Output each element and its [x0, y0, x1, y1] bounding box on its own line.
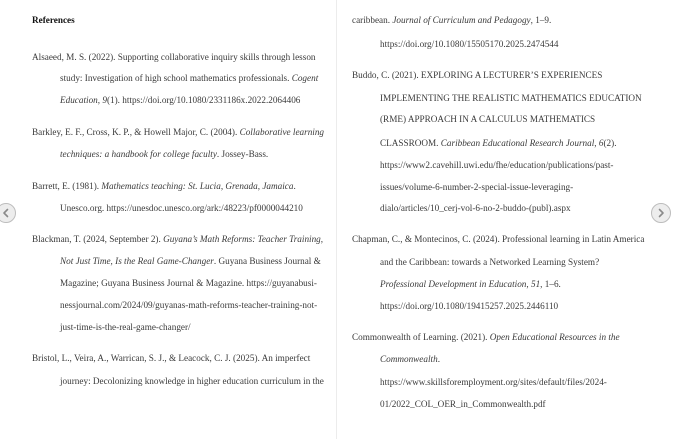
chevron-right-icon: [656, 208, 666, 218]
reference-continuation-line: Not Just Time, Is the Real Game-Changer. Guyana Business Journal &: [60, 256, 321, 266]
reference-continuation-line: Magazine; Guyana Business Journal & Magazine. https://guyanabusi-: [60, 278, 317, 288]
references-heading: References: [32, 15, 75, 25]
reference-continuation-line: Commonwealth.: [380, 354, 440, 364]
reference-continuation-line: just-time-is-the-real-game-changer/: [60, 322, 191, 332]
italic-text: Education, 9: [60, 95, 107, 105]
reference-continuation-line: https://doi.org/10.1080/15505170.2025.2474544: [380, 39, 559, 49]
column-divider: [336, 0, 337, 439]
italic-text: Journal of Curriculum and Pedagogy: [392, 15, 531, 25]
reference-continuation-line: IMPLEMENTING THE REALISTIC MATHEMATICS EDUCATION: [380, 93, 642, 103]
italic-text: Commonwealth: [380, 354, 438, 364]
italic-text: Guyana’s Math Reforms: Teacher Training,: [163, 234, 324, 244]
reference-continuation-line: (RME) APPROACH IN A CALCULUS MATHEMATICS: [380, 114, 596, 124]
reference-first-line: Bristol, L., Veira, A., Warrican, S. J., & Leacock, C. J. (2025). An imperfect: [32, 353, 311, 363]
reference-continuation-line: and the Caribbean: towards a Networked Learning System?: [380, 257, 600, 267]
chevron-left-icon: [1, 208, 11, 218]
reference-continuation-line: techniques: a handbook for college faculty. Jossey-Bass.: [60, 149, 269, 159]
reference-first-line: Chapman, C., & Montecinos, C. (2024). Professional learning in Latin America: [352, 234, 645, 244]
reference-continuation-line: Professional Development in Education, 51, 1–6.: [380, 279, 561, 289]
italic-text: Open Educational Resources in the: [489, 332, 620, 342]
reference-continuation-line: dialo/articles/10_cerj-vol-6-no-2-buddo-(publ).aspx: [380, 203, 571, 213]
reference-continuation-line: https://www.skillsforemployment.org/sites/default/files/2024-: [380, 377, 607, 387]
reference-first-line: Alsaeed, M. S. (2022). Supporting collaborative inquiry skills through lesson: [32, 52, 316, 62]
reference-continuation-line: 01/2022_COL_OER_in_Commonwealth.pdf: [380, 399, 546, 409]
reference-continuation-line: Unesco.org. https://unesdoc.unesco.org/ark:/48223/pf0000044210: [60, 203, 303, 213]
reference-continuation-line: https://doi.org/10.1080/19415257.2025.2446110: [380, 301, 559, 311]
reference-continuation-line: nessjournal.com/2024/09/guyanas-math-reforms-teacher-training-not-: [60, 300, 318, 310]
reference-continuation-line: study: Investigation of high school mathematics professionals. Cogent: [60, 73, 319, 83]
italic-text: Mathematics teaching: St. Lucia, Grenada, Jamaica: [101, 181, 294, 191]
italic-text: Professional Development in Education: [380, 279, 527, 289]
italic-text: Collaborative learning: [239, 127, 325, 137]
italic-text: Not Just Time, Is the Real Game-Changer: [60, 256, 214, 266]
reference-continuation-line: CLASSROOM. Caribbean Educational Research Journal, 6(2).: [380, 138, 617, 148]
reference-first-line: Commonwealth of Learning. (2021). Open Educational Resources in the: [352, 332, 620, 342]
reference-continuation-line: https://www2.cavehill.uwi.edu/fhe/education/publications/past-: [380, 160, 614, 170]
italic-text: techniques: a handbook for college faculty: [60, 149, 217, 159]
italic-text: Cogent: [291, 73, 319, 83]
reference-first-line: Barrett, E. (1981). Mathematics teaching: St. Lucia, Grenada, Jamaica.: [32, 181, 296, 191]
italic-text: Caribbean Educational Research Journal: [440, 138, 595, 148]
reference-continuation-line: Education, 9(1). https://doi.org/10.1080/2331186x.2022.2064406: [60, 95, 301, 105]
reference-continuation-line: journey: Decolonizing knowledge in higher education curriculum in the: [60, 376, 324, 386]
italic-text: 51: [530, 279, 541, 289]
reference-continuation-line: issues/volume-6-number-2-special-issue-leveraging-: [380, 182, 574, 192]
reference-first-line: Blackman, T. (2024, September 2). Guyana’s Math Reforms: Teacher Training,: [32, 234, 324, 244]
reference-first-line: caribbean. Journal of Curriculum and Pedagogy, 1–9.: [352, 15, 552, 25]
reference-first-line: Barkley, E. F., Cross, K. P., & Howell Major, C. (2004). Collaborative learning: [32, 127, 325, 137]
italic-text: 6: [598, 138, 604, 148]
previous-page-button[interactable]: [0, 203, 16, 223]
next-page-button[interactable]: [651, 203, 671, 223]
reference-first-line: Buddo, C. (2021). EXPLORING A LECTURER’S EXPERIENCES: [352, 70, 603, 80]
